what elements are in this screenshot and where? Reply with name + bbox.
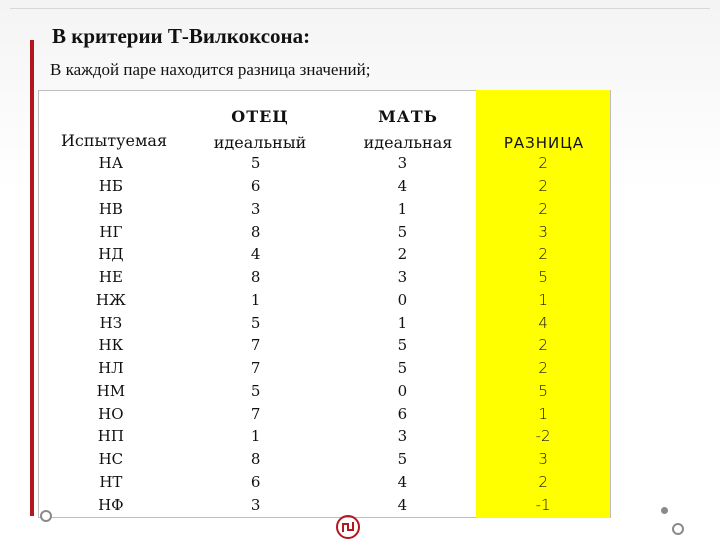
cell-difference: 1: [538, 290, 548, 309]
cell-father: 1: [250, 290, 261, 309]
ring-decoration-icon: [40, 510, 52, 522]
table-row: [40, 425, 610, 448]
accent-bar: [30, 40, 34, 516]
ring-decoration-icon: [672, 523, 684, 535]
cell-father: 8: [250, 222, 261, 241]
dot-decoration-icon: [661, 507, 668, 514]
cell-difference: 3: [538, 450, 548, 469]
cell-father: 7: [250, 359, 261, 378]
table-row: [40, 266, 610, 289]
cell-subject: НЛ: [98, 359, 124, 378]
table-row: [40, 493, 610, 516]
cell-father: 5: [250, 381, 261, 400]
cell-father: 7: [250, 336, 261, 355]
cell-difference: 4: [538, 313, 548, 332]
cell-mother: 5: [397, 359, 408, 378]
cell-mother: 4: [397, 177, 408, 196]
cell-mother: 3: [397, 154, 408, 173]
cell-mother: 5: [397, 336, 408, 355]
cell-mother: 3: [397, 427, 408, 446]
header-father-subtitle: идеальный: [213, 133, 307, 152]
cell-subject: НК: [98, 336, 124, 355]
slide-title: В критерии Т-Вилкоксона:: [52, 24, 311, 48]
cell-difference: 2: [538, 154, 548, 173]
cell-difference: 2: [538, 472, 548, 491]
cell-father: 6: [250, 177, 261, 196]
cell-mother: 0: [397, 381, 408, 400]
table-body: [40, 152, 610, 516]
table-row: [40, 289, 610, 312]
cell-mother: 6: [397, 404, 408, 423]
cell-difference: 2: [538, 336, 548, 355]
cell-mother: 5: [397, 222, 408, 241]
cell-subject: НД: [98, 245, 124, 264]
cell-mother: 4: [397, 472, 408, 491]
cell-difference: 5: [538, 268, 548, 287]
cell-father: 8: [250, 450, 261, 469]
cell-father: 1: [250, 427, 261, 446]
table-row: [40, 380, 610, 403]
cell-father: 3: [250, 495, 261, 514]
cell-mother: 5: [397, 450, 408, 469]
cell-father: 5: [250, 313, 261, 332]
table-row: [40, 311, 610, 334]
logo-mark-icon: [341, 520, 355, 534]
header-difference: РАЗНИЦА: [503, 134, 585, 152]
table-row: [40, 152, 610, 175]
header-father-title: ОТЕЦ: [231, 107, 289, 126]
cell-father: 6: [250, 472, 261, 491]
table-row: [40, 448, 610, 471]
header-mother: [348, 104, 468, 156]
table-row: [40, 471, 610, 494]
cell-difference: 5: [538, 381, 548, 400]
cell-difference: 2: [538, 245, 548, 264]
table-row: [40, 243, 610, 266]
cell-subject: НВ: [98, 199, 123, 218]
table-row: [40, 175, 610, 198]
header-subject: Испытуемая: [60, 131, 168, 150]
cell-subject: НТ: [99, 472, 123, 491]
cell-difference: -2: [535, 427, 551, 446]
table-row: [40, 357, 610, 380]
cell-mother: 0: [397, 290, 408, 309]
cell-subject: НМ: [96, 381, 126, 400]
cell-difference: 1: [538, 404, 548, 423]
cell-difference: -1: [535, 495, 551, 514]
cell-subject: НО: [98, 404, 124, 423]
cell-mother: 1: [397, 199, 408, 218]
cell-mother: 3: [397, 268, 408, 287]
cell-subject: НС: [98, 450, 124, 469]
cell-father: 5: [250, 154, 261, 173]
cell-subject: НЖ: [95, 290, 126, 309]
table-row: [40, 198, 610, 221]
cell-subject: НГ: [99, 222, 123, 241]
cell-difference: 2: [538, 177, 548, 196]
cell-difference: 3: [538, 222, 548, 241]
cell-father: 7: [250, 404, 261, 423]
cell-father: 3: [250, 199, 261, 218]
header-mother-title: МАТЬ: [378, 107, 438, 126]
cell-subject: НБ: [98, 177, 123, 196]
cell-father: 8: [250, 268, 261, 287]
cell-subject: НФ: [98, 495, 124, 514]
slide-subtitle: В каждой паре находится разница значений;: [50, 60, 371, 79]
table-row: [40, 220, 610, 243]
top-divider: [10, 8, 710, 9]
cell-difference: 2: [538, 199, 548, 218]
cell-mother: 1: [397, 313, 408, 332]
cell-subject: НЗ: [99, 313, 123, 332]
cell-mother: 2: [397, 245, 408, 264]
cell-subject: НП: [97, 427, 124, 446]
header-mother-subtitle: идеальная: [363, 133, 453, 152]
university-logo-icon: [336, 515, 360, 539]
cell-subject: НЕ: [98, 268, 123, 287]
cell-mother: 4: [397, 495, 408, 514]
table-row: [40, 334, 610, 357]
table-row: [40, 402, 610, 425]
header-father: [200, 104, 320, 156]
cell-difference: 2: [538, 359, 548, 378]
cell-father: 4: [250, 245, 261, 264]
cell-subject: НА: [98, 154, 124, 173]
